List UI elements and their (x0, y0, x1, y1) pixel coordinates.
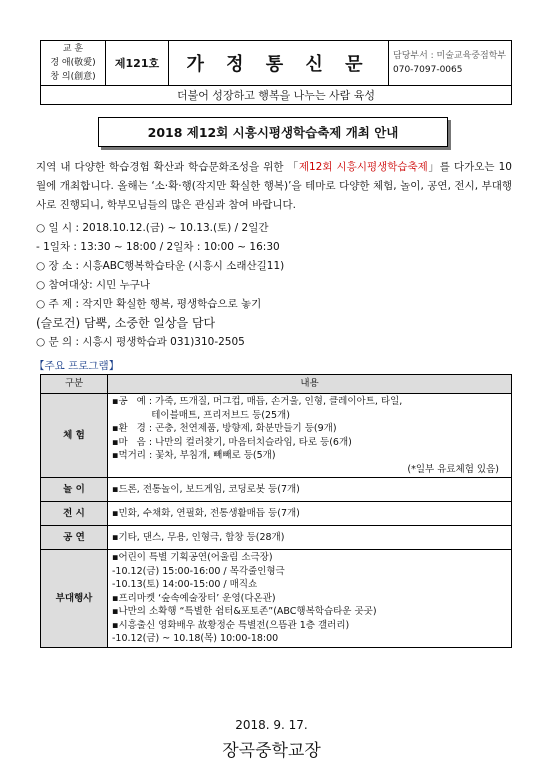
detail-theme: ○ 주 제 : 작지만 확실한 행복, 평생학습으로 놓기 (36, 298, 262, 310)
row-category: 공 연 (41, 526, 108, 550)
content-line: -10.12(금) 15:00-16:00 / 목각줄인형극 (112, 565, 285, 577)
row-category: 전 시 (41, 502, 108, 526)
content-line: -10.13(토) 14:00-15:00 / 매직쇼 (112, 579, 258, 590)
intro-text-2: 」를 다가오는 10월에 개최합니다. 올해는 ‘소·확·행(작지만 확실한 행복)’을 테마로 다양한 체험, 놀이, 공연, 전시, 부대행사로 진행되니, 학부모님들의 많은 관심과 참여 바랍니다. (36, 161, 512, 211)
header-content: 내용 (108, 375, 512, 394)
contact-info (389, 41, 512, 86)
content-line: ▪환 경 : 곤충, 천연제품, 방향제, 화분만들기 등(9개) (112, 423, 337, 434)
row-content (108, 550, 512, 648)
header-category: 구분 (41, 375, 108, 394)
content-line: ▪나만의 소확행 “특별한 쉼터&포토존”(ABC행복학습타운 곳곳) (112, 606, 377, 617)
content-line: ▪프리마켓 ‘숲속예술장터’ 운영(다온관) (112, 592, 276, 604)
school-slogan: 더불어 성장하고 행복을 나누는 사람 육성 (41, 86, 512, 105)
table-row (41, 550, 512, 648)
row-content (108, 502, 512, 526)
row-content (108, 526, 512, 550)
newsletter-header (40, 40, 512, 103)
festival-name: 제12회 시흥시평생학습축제 (298, 161, 428, 173)
paid-note: (*일부 유료체험 있음) (407, 463, 499, 475)
table-row (41, 478, 512, 502)
content-line: ▪먹거리 : 꽃차, 부침개, 빼빼로 등(5개) (112, 450, 276, 461)
event-details (36, 219, 512, 352)
content-line: -10.12(금) ~ 10.18(목) 10:00-18:00 (112, 633, 279, 644)
issue-number: 제121호 (106, 41, 169, 86)
newsletter-title: 가 정 통 신 문 (169, 41, 389, 86)
table-row (41, 394, 512, 478)
table-row (41, 526, 512, 550)
row-category: 부대행사 (41, 550, 108, 648)
announcement-banner: 2018 제12회 시흥시평생학습축제 개최 안내 (98, 117, 448, 147)
department: 담당부서 : 미술교육중점학부 (393, 51, 507, 61)
motto-line-1: 경 애(敬愛) (50, 58, 96, 68)
content-line: ▪어린이 특별 기획공연(어울림 소극장) (112, 552, 273, 563)
content-line: ▪공 예 : 가죽, 뜨개질, 머그컵, 매듭, 손거울, 인형, 클레이아트, 타일, (112, 396, 403, 407)
content-line: ▪민화, 수채화, 연필화, 전통생활매듭 등(7개) (112, 507, 300, 519)
detail-slogan: (슬로건) 담뿍, 소중한 일상을 담다 (36, 316, 216, 330)
intro-text-1: 지역 내 다양한 학습경험 확산과 학습문화조성을 위한 「 (36, 161, 299, 173)
intro-paragraph (36, 158, 512, 215)
motto-title: 교 훈 (62, 44, 84, 54)
row-content (108, 478, 512, 502)
principal-signature: 장곡중학교장 (222, 741, 321, 761)
row-category: 체 험 (41, 394, 108, 478)
content-line: ▪마 음 : 나만의 컬러찾기, 마음터치슬라임, 타로 등(6개) (112, 436, 352, 448)
detail-time: - 1일차 : 13:30 ~ 18:00 / 2일차 : 10:00 ~ 16:30 (36, 241, 280, 253)
program-label: 【주요 프로그램】 (34, 360, 120, 372)
row-category: 놀 이 (41, 478, 108, 502)
content-line: ▪기타, 댄스, 무용, 인형극, 합창 등(28개) (112, 531, 285, 543)
detail-date: ○ 일 시 : 2018.10.12.(금) ~ 10.13.(토) / 2일간 (36, 222, 269, 234)
motto-line-2: 창 의(創意) (50, 72, 96, 82)
phone: 070-7097-0065 (393, 65, 463, 75)
detail-target: ○ 참여대상: 시민 누구나 (36, 279, 150, 291)
detail-contact: ○ 문 의 : 시흥시 평생학습과 031)310-2505 (36, 336, 245, 348)
content-line: ▪시흥출신 영화배우 故황정순 특별전(으뜸관 1층 갤러리) (112, 619, 350, 631)
school-motto (41, 41, 106, 86)
issue-date: 2018. 9. 17. (235, 718, 308, 732)
program-table (40, 374, 512, 648)
detail-place: ○ 장 소 : 시흥ABC행복학습타운 (시흥시 소래산길11) (36, 260, 285, 272)
content-line: ▪드론, 전통놀이, 보드게임, 코딩로봇 등(7개) (112, 483, 300, 495)
table-row (41, 502, 512, 526)
content-line: 테이블매트, 프리저브드 등(25개) (112, 409, 290, 421)
row-content (108, 394, 512, 478)
